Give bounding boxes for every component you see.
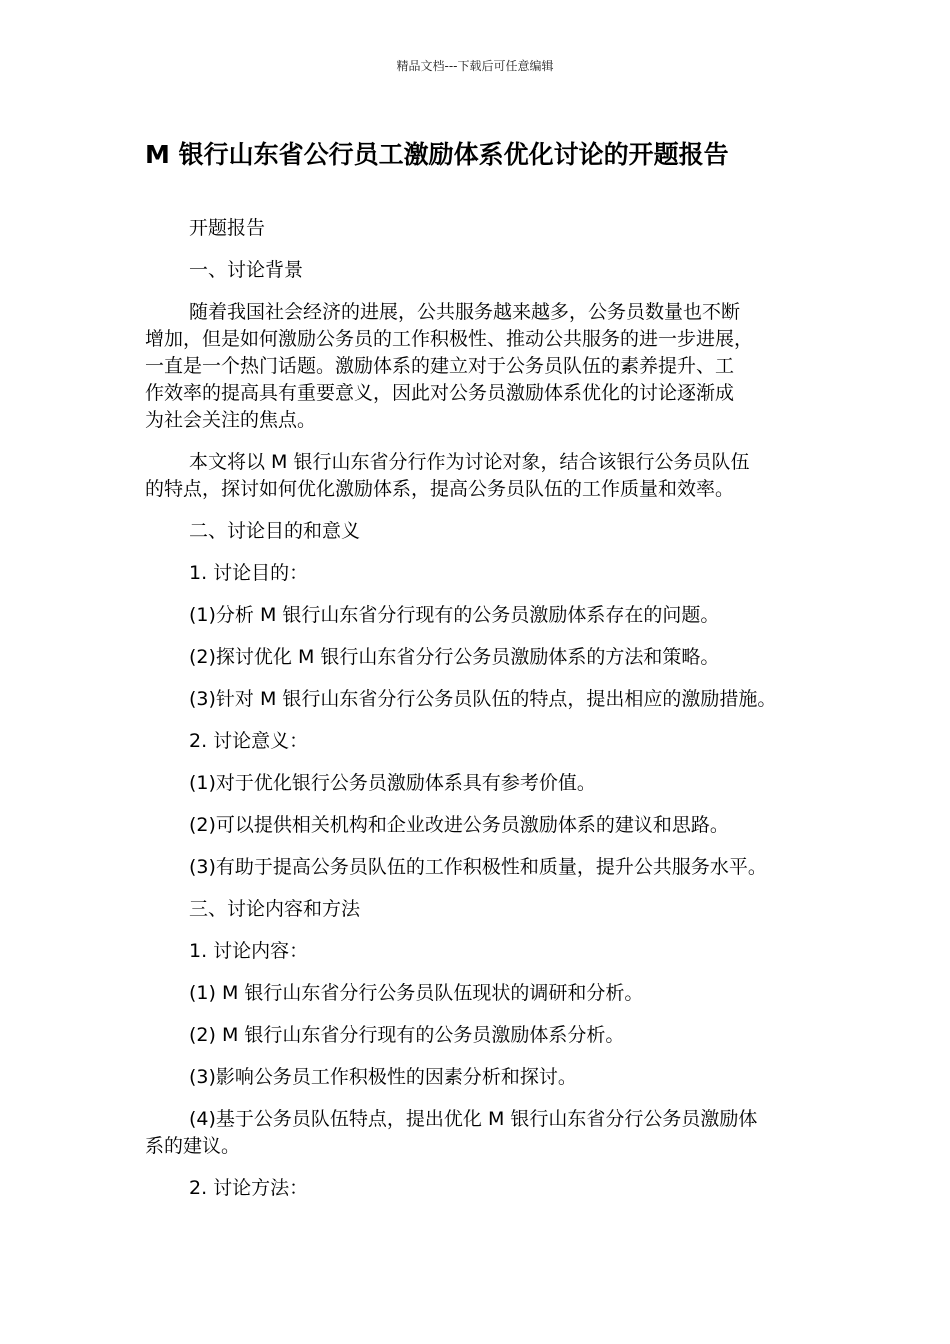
paragraph (145, 728, 805, 755)
paragraph (145, 449, 805, 503)
paragraph-line: 为社会关注的焦点。 (145, 409, 317, 431)
paragraph-line: 一、讨论背景 (189, 259, 304, 281)
document-title: M 银行山东省公行员工激励体系优化讨论的开题报告 (145, 140, 729, 169)
paragraph-line: 开题报告 (189, 217, 266, 239)
paragraph-line: (3)影响公务员工作积极性的因素分析和探讨。 (189, 1066, 577, 1088)
paragraph (145, 1064, 805, 1091)
paragraph-line: 2. 讨论意义： (189, 730, 309, 752)
paragraph-line: 系的建议。 (145, 1135, 241, 1157)
paragraph-line: (2) M 银行山东省分行现有的公务员激励体系分析。 (189, 1024, 625, 1046)
paragraph (145, 215, 805, 242)
paragraph (145, 686, 805, 713)
paragraph (145, 812, 805, 839)
header-note: 精品文档---下载后可任意编辑 (396, 59, 554, 73)
paragraph (145, 644, 805, 671)
paragraph-line: 2. 讨论方法： (189, 1177, 309, 1199)
paragraph (145, 1106, 805, 1160)
paragraph (145, 896, 805, 923)
paragraph-line: (2)可以提供相关机构和企业改进公务员激励体系的建议和思路。 (189, 814, 729, 836)
paragraph (145, 602, 805, 629)
paragraph-line: 1. 讨论目的： (189, 562, 309, 584)
paragraph-line: 作效率的提高具有重要意义，因此对公务员激励体系优化的讨论逐渐成 (145, 382, 735, 404)
paragraph-line: (1) M 银行山东省分行公务员队伍现状的调研和分析。 (189, 982, 644, 1004)
paragraph-line: (1)分析 M 银行山东省分行现有的公务员激励体系存在的问题。 (189, 604, 720, 626)
paragraph-line: 二、讨论目的和意义 (189, 520, 361, 542)
paragraph-line: 一直是一个热门话题。激励体系的建立对于公务员队伍的素养提升、工 (145, 355, 735, 377)
document-body (145, 215, 805, 1217)
paragraph-line: (2)探讨优化 M 银行山东省分行公务员激励体系的方法和策略。 (189, 646, 720, 668)
paragraph-line: (3)有助于提高公务员队伍的工作积极性和质量，提升公共服务水平。 (189, 856, 767, 878)
paragraph (145, 1175, 805, 1202)
paragraph (145, 938, 805, 965)
paragraph-line: 的特点，探讨如何优化激励体系，提高公务员队伍的工作质量和效率。 (145, 478, 735, 500)
paragraph-line: (4)基于公务员队伍特点，提出优化 M 银行山东省分行公务员激励体 (189, 1108, 758, 1130)
paragraph-line: (3)针对 M 银行山东省分行公务员队伍的特点，提出相应的激励措施。 (189, 688, 777, 710)
paragraph (145, 299, 805, 434)
paragraph-line: 随着我国社会经济的进展，公共服务越来越多，公务员数量也不断 (189, 301, 741, 323)
paragraph-line: 1. 讨论内容： (189, 940, 309, 962)
paragraph-line: 三、讨论内容和方法 (189, 898, 361, 920)
paragraph-line: (1)对于优化银行公务员激励体系具有参考价值。 (189, 772, 596, 794)
paragraph (145, 980, 805, 1007)
paragraph-line: 本文将以 M 银行山东省分行作为讨论对象，结合该银行公务员队伍 (189, 451, 750, 473)
paragraph-line: 增加，但是如何激励公务员的工作积极性、推动公共服务的进一步进展， (145, 328, 754, 350)
paragraph (145, 257, 805, 284)
paragraph (145, 854, 805, 881)
paragraph (145, 518, 805, 545)
paragraph (145, 770, 805, 797)
paragraph (145, 1022, 805, 1049)
paragraph (145, 560, 805, 587)
